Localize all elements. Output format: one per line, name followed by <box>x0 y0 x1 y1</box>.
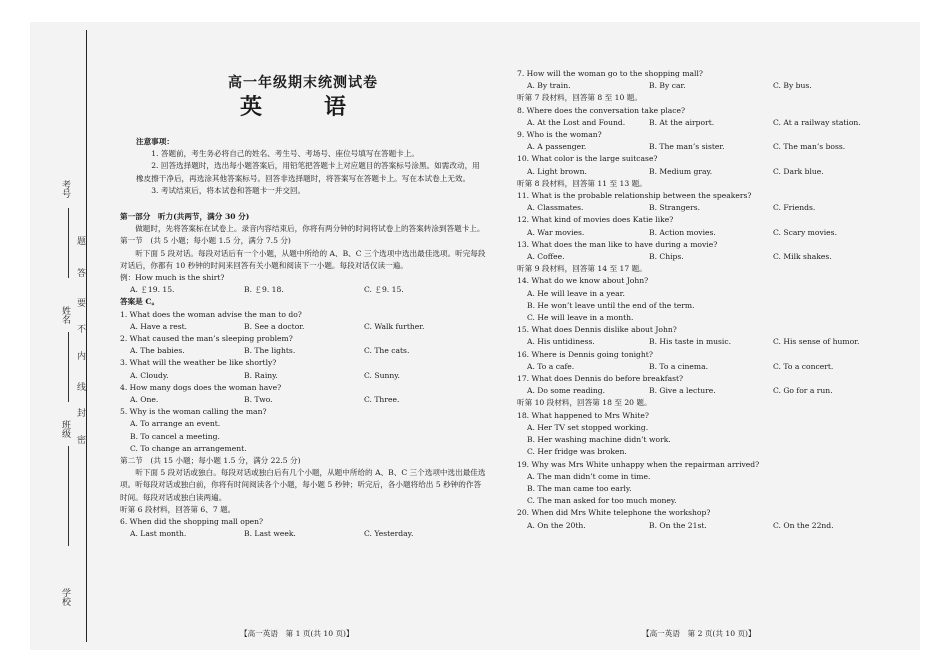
question: 20. When did Mrs White telephone the workshop? <box>517 508 711 518</box>
option: B. Chips. <box>649 252 684 262</box>
right-column <box>517 68 897 532</box>
material-note: 听第 6 段材料，回答第 6、7 题。 <box>120 504 236 514</box>
section1-intro: 听下面 5 段对话。每段对话后有一个小题，从题中所给的 A、B、C 三个选项中选出最佳选项。听完每段对话后，你都有 10 秒钟的时间来回答有关小题和阅读下一小题。每段对话仅读一遍。 <box>120 248 486 270</box>
option: A. War movies. <box>527 227 585 237</box>
options-row <box>120 345 486 357</box>
options-row <box>517 166 897 178</box>
option: A. His untidiness. <box>527 337 595 347</box>
option: C. Three. <box>364 395 400 405</box>
options-row <box>517 385 897 397</box>
option: A. Classmates. <box>527 203 584 213</box>
option: A. At the Lost and Found. <box>527 117 626 127</box>
section2-intro: 听下面 5 段对话或独白。每段对话或独白后有几个小题，从题中所给的 A、B、C 三个选项中选出最佳选项。听每段对话或独白前，你将有时间阅读各个小题，每小题 5 秒钟；听完后，各小题将给出 5 秒钟的作答时间。每段对话或独白读两遍。 <box>120 468 486 502</box>
school-label: 学校 <box>60 588 70 606</box>
option: C. The cats. <box>364 346 410 356</box>
part1-heading: 第一部分 听力(共两节，满分 30 分) <box>120 212 250 222</box>
question: 2. What caused the man’s sleeping problem? <box>120 334 293 344</box>
material-note: 听第 9 段材料，回答第 14 至 17 题。 <box>517 264 647 274</box>
option: C. At a railway station. <box>773 117 861 127</box>
question: 4. How many dogs does the woman have? <box>120 382 282 392</box>
option: B. To cancel a meeting. <box>130 431 220 441</box>
question: 19. Why was Mrs White unhappy when the repairman arrived? <box>517 459 760 469</box>
option: A. ￡19. 15. <box>130 285 175 295</box>
option: B. On the 21st. <box>649 520 707 530</box>
binding-margin <box>30 22 92 650</box>
exam-sheet <box>30 22 920 650</box>
options-row <box>517 202 897 214</box>
option: A. Cloudy. <box>130 370 169 380</box>
option: A. Light brown. <box>527 166 587 176</box>
option: C. The man’s boss. <box>773 142 846 152</box>
example-question: 例：How much is the shirt? <box>120 273 225 283</box>
question: 10. What color is the large suitcase? <box>517 154 658 164</box>
option: B. His taste in music. <box>649 337 732 347</box>
option: C. He will leave in a month. <box>527 313 634 323</box>
seal-char: 题 <box>77 237 87 247</box>
options-row <box>517 227 897 239</box>
option: A. A passenger. <box>527 142 587 152</box>
option: A. The man didn’t come in time. <box>527 471 651 481</box>
example-options <box>120 284 486 296</box>
option: C. To a concert. <box>773 361 834 371</box>
seal-char: 线 <box>77 383 87 393</box>
question: 15. What does Dennis dislike about John? <box>517 325 677 335</box>
option: A. Have a rest. <box>130 321 188 331</box>
seal-char: 要 <box>77 299 87 309</box>
options-row <box>517 117 897 129</box>
option: B. Strangers. <box>649 203 701 213</box>
option: C. Her fridge was broken. <box>527 447 627 457</box>
option: A. To arrange an event. <box>130 419 221 429</box>
seal-char: 答 <box>77 269 87 279</box>
option: C. Walk further. <box>364 321 425 331</box>
option: B. Action movies. <box>649 227 716 237</box>
option: C. Yesterday. <box>364 529 414 539</box>
page-footer-right: 【高一英语 第 2 页(共 10 页)】 <box>642 629 756 638</box>
question: 9. Who is the woman? <box>517 130 602 140</box>
option: A. He will leave in a year. <box>527 288 625 298</box>
option: C. To change an arrangement. <box>130 443 247 453</box>
question: 13. What does the man like to have during a movie? <box>517 239 718 249</box>
question: 7. How will the woman go to the shopping mall? <box>517 69 703 78</box>
material-note: 听第 7 段材料，回答第 8 至 10 题。 <box>517 93 642 103</box>
option: A. By train. <box>527 81 571 91</box>
option: C. Go for a run. <box>773 386 833 396</box>
option: B. Two. <box>244 395 273 405</box>
option: B. Rainy. <box>244 370 278 380</box>
notice-item: 3. 考试结束后，将本试卷和答题卡一并交回。 <box>151 185 306 195</box>
exam-subject: 英 语 <box>239 94 366 120</box>
option: B. At the airport. <box>649 117 715 127</box>
options-row <box>517 141 897 153</box>
option: A. Last month. <box>130 529 187 539</box>
options-row <box>120 394 486 406</box>
option: A. One. <box>130 395 159 405</box>
notice-heading: 注意事项： <box>136 137 174 146</box>
option: C. On the 22nd. <box>773 520 834 530</box>
part1-intro: 做题时，先将答案标在试卷上。录音内容结束后，你将有两分钟的时间将试卷上的答案转涂到答题卡上。 <box>135 224 485 234</box>
option: B. Give a lecture. <box>649 386 716 396</box>
option: C. By bus. <box>773 81 812 91</box>
question: 6. When did the shopping mall open? <box>120 517 264 527</box>
exam-title: 高一年级期末统测试卷 <box>228 75 378 91</box>
question: 8. Where does the conversation take place? <box>517 105 686 115</box>
material-note: 听第 8 段材料，回答第 11 至 13 题。 <box>517 178 647 188</box>
binding-line <box>86 30 87 642</box>
class-label: 班级 <box>60 420 70 438</box>
option: C. Friends. <box>773 203 816 213</box>
option: B. The man came too early. <box>527 483 632 493</box>
question: 5. Why is the woman calling the man? <box>120 407 267 417</box>
question: 16. Where is Dennis going tonight? <box>517 349 653 359</box>
option: B. He won’t leave until the end of the term. <box>527 300 695 310</box>
left-column <box>120 22 486 541</box>
option: A. To a cafe. <box>527 361 575 371</box>
question: 14. What do we know about John? <box>517 276 649 286</box>
option: C. Sunny. <box>364 370 400 380</box>
option: A. Her TV set stopped working. <box>527 422 649 432</box>
section2-heading: 第二节 (共 15 小题；每小题 1.5 分，满分 22.5 分) <box>120 456 301 466</box>
options-row <box>517 251 897 263</box>
options-row <box>517 361 897 373</box>
option: B. The man’s sister. <box>649 142 725 152</box>
options-row <box>517 80 897 92</box>
option: B. ￡9. 18. <box>244 285 284 295</box>
option: A. Do some reading. <box>527 386 606 396</box>
option: B. Her washing machine didn’t work. <box>527 435 671 445</box>
question: 12. What kind of movies does Katie like? <box>517 215 674 225</box>
seal-char: 封 <box>77 409 87 419</box>
section1-heading: 第一节 (共 5 小题；每小题 1.5 分，满分 7.5 分) <box>120 236 291 246</box>
material-note: 听第 10 段材料，回答第 18 至 20 题。 <box>517 398 652 408</box>
options-row <box>517 520 897 532</box>
example-answer: 答案是 C。 <box>120 297 160 307</box>
options-row <box>120 370 486 382</box>
seal-char: 内 <box>77 352 87 362</box>
option: B. Medium gray. <box>649 166 713 176</box>
seal-char: 密 <box>77 436 87 446</box>
option: A. The babies. <box>130 346 185 356</box>
option: C. ￡9. 15. <box>364 285 404 295</box>
option: B. See a doctor. <box>244 321 305 331</box>
options-row <box>120 528 486 540</box>
option: C. Scary movies. <box>773 227 837 237</box>
question: 11. What is the probable relationship between the speakers? <box>517 191 752 201</box>
exam-no-label: 考号 <box>60 180 70 198</box>
option: B. By car. <box>649 81 686 91</box>
notice-item: 1. 答题前，考生务必将自己的姓名、考生号、考场号、座位号填写在答题卡上。 <box>151 149 420 159</box>
options-row <box>517 336 897 348</box>
option: C. The man asked for too much money. <box>527 496 677 506</box>
option: B. The lights. <box>244 346 296 356</box>
option: B. To a cinema. <box>649 361 709 371</box>
question: 18. What happened to Mrs White? <box>517 410 649 420</box>
option: B. Last week. <box>244 529 296 539</box>
page-footer-left: 【高一英语 第 1 页(共 10 页)】 <box>240 629 354 638</box>
question: 1. What does the woman advise the man to do? <box>120 309 302 319</box>
name-label: 姓名 <box>60 306 70 324</box>
seal-char: 不 <box>77 325 87 335</box>
question: 3. What will the weather be like shortly? <box>120 358 277 368</box>
option: C. His sense of humor. <box>773 337 860 347</box>
notice-item: 2. 回答选择题时，选出每小题答案后，用铅笔把答题卡上对应题目的答案标号涂黑。如需改动，用橡皮擦干净后，再选涂其他答案标号。回答非选择题时，将答案写在答题卡上。写在本试卷上无效。 <box>136 161 480 183</box>
option: C. Dark blue. <box>773 166 824 176</box>
option: A. Coffee. <box>527 252 565 262</box>
question: 17. What does Dennis do before breakfast? <box>517 374 684 384</box>
option: A. On the 20th. <box>527 520 586 530</box>
options-row <box>120 321 486 333</box>
option: C. Milk shakes. <box>773 252 832 262</box>
